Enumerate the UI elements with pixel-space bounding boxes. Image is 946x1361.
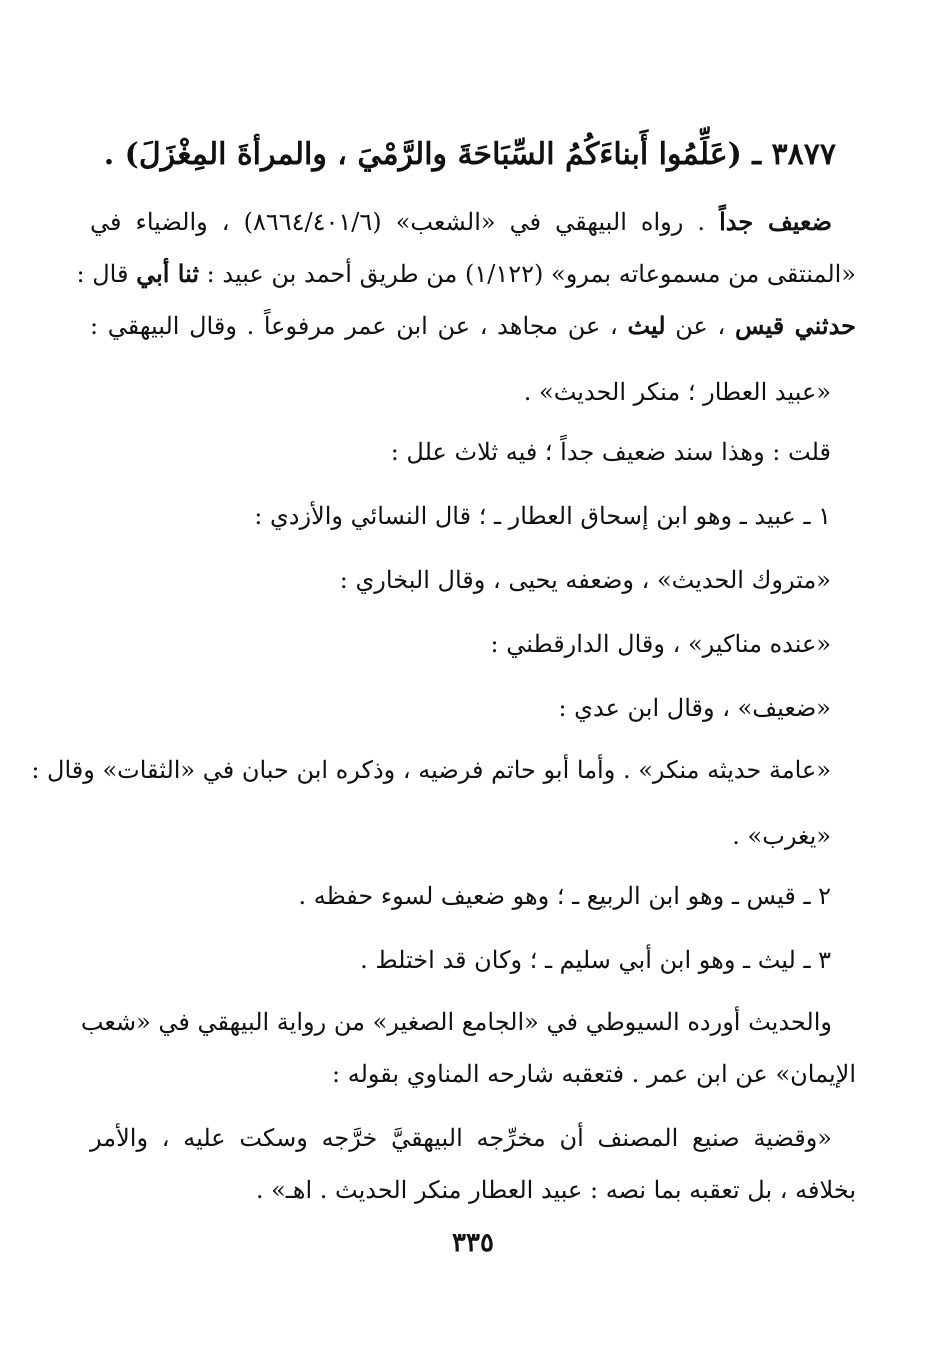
paragraph-line: الإيمان» عن ابن عمر . فتعقبه شارحه المناوي بقوله : [332,1060,856,1088]
hadith-text: ـ (عَلِّمُوا أَبناءَكُمُ السِّبَاحَةَ والرَّمْيَ ، والمرأةَ المِغْزَلَ) . [103,137,762,172]
page-number: ٣٣٥ [452,1228,494,1258]
hadith-heading [90,135,836,175]
quote-line: «عامة حديثه منكر» . وأما أبو حاتم فرضيه ، وذكره ابن حبان في «الثقات» وقال : [31,756,831,784]
list-item: ١ ـ عبيد ـ وهو ابن إسحاق العطار ـ ؛ قال النسائي والأزدي : [254,502,831,530]
quote-line: «متروك الحديث» ، وضعفه يحيى ، وقال البخاري : [339,566,831,594]
paragraph-line: ضعيف جداً . رواه البيهقي في «الشعب» (٨٦٦٤/٤٠١/٦) ، والضياء في [90,207,833,236]
quote-line: «عنده مناكير» ، وقال الدارقطني : [490,630,831,658]
list-item: ٣ ـ ليث ـ وهو ابن أبي سليم ـ ؛ وكان قد اختلط . [360,946,831,974]
hadith-number: ٣٨٧٧ [771,137,836,172]
quote-line: «عبيد العطار ؛ منكر الحديث» . [523,378,831,406]
paragraph-line: والحديث أورده السيوطي في «الجامع الصغير» من رواية البيهقي في «شعب [80,1008,832,1036]
paragraph-line: حدثني قيس ، عن ليث ، عن مجاهد ، عن ابن عمر مرفوعاً . وقال البيهقي : [90,311,857,340]
paragraph-line: «المنتقى من مسموعاته بمرو» (١/١٢٢) من طريق أحمد بن عبيد : ثنا أبي قال : [76,259,856,288]
list-item: ٢ ـ قيس ـ وهو ابن الربيع ـ ؛ وهو ضعيف لسوء حفظه . [298,882,831,910]
paragraph-line: بخلافه ، بل تعقبه بما نصه : عبيد العطار منكر الحديث . اهـ» . [255,1176,856,1204]
quote-line: «ضعيف» ، وقال ابن عدي : [558,694,831,722]
paragraph-line: «وقضية صنيع المصنف أن مخرِّجه البيهقيَّ خرَّجه وسكت عليه ، والأمر [90,1124,832,1152]
quote-line: «يغرب» . [732,822,831,850]
hadith-grade: ضعيف جداً [719,207,833,236]
paragraph-line: قلت : وهذا سند ضعيف جداً ؛ فيه ثلاث علل : [390,438,831,466]
